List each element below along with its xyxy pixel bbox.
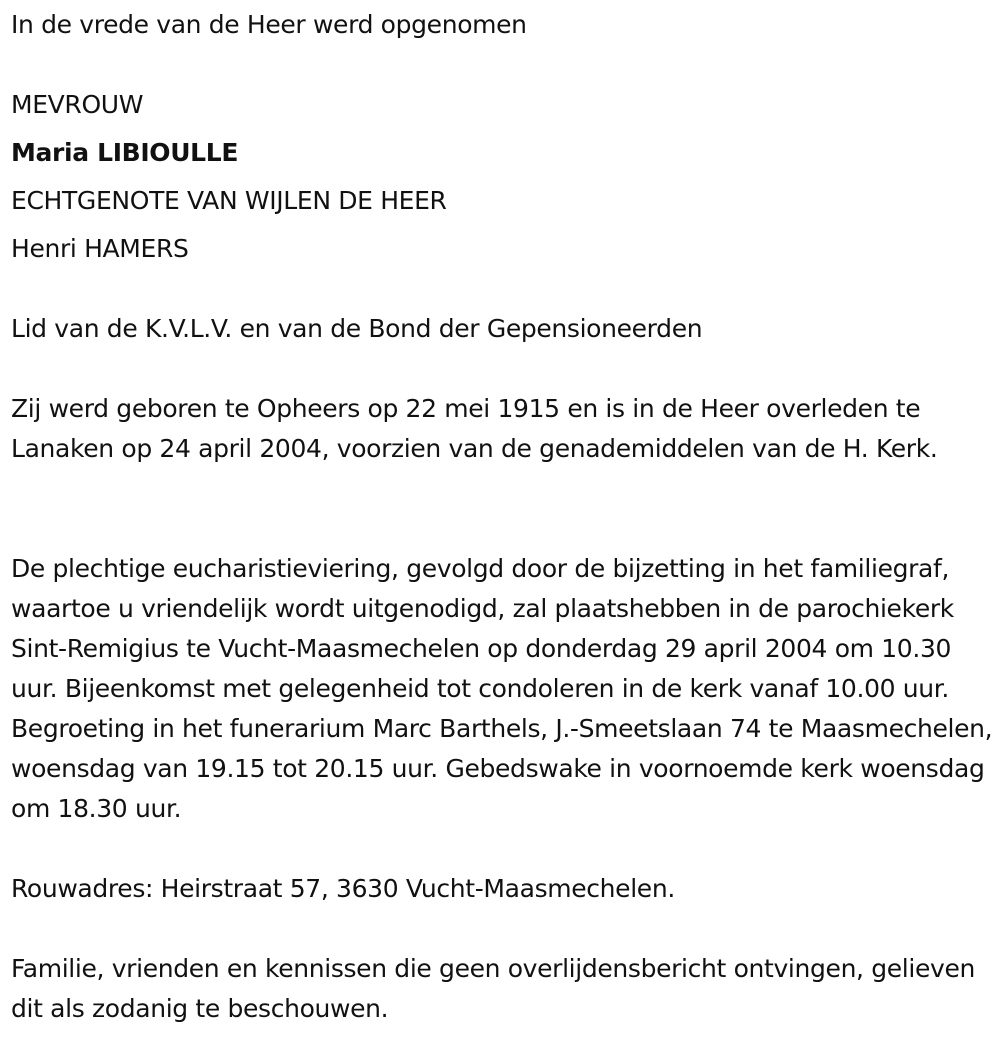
ceremony-paragraph: De plechtige eucharistieviering, gevolgd door de bijzetting in het familiegraf, waartoe u vriendelijk wordt uitgenodigd, zal plaatshebben in de parochiekerk Sint-Remigius te Vucht-Maasmechelen op donderdag 29 april 2004 om 10.30 uur. Bijeenkomst met gelegenheid tot condoleren in de kerk vanaf 10.00 uur. Begroeting in het funerarium Marc Barthels, J.-Smeetslaan 74 te Maasmechelen, woensdag van 19.15 tot 20.15 uur. Gebedswake in voornoemde kerk woensdag om 18.30 uur. [11, 554, 993, 823]
intro-text: In de vrede van de Heer werd opgenomen [11, 10, 527, 39]
relation-text: ECHTGENOTE VAN WIJLEN DE HEER [11, 186, 447, 215]
membership-text: Lid van de K.V.L.V. en van de Bond der Gepensioneerden [11, 314, 703, 343]
mourning-address: Rouwadres: Heirstraat 57, 3630 Vucht-Maasmechelen. [11, 874, 675, 903]
birth-death-paragraph: Zij werd geboren te Opheers op 22 mei 1915 en is in de Heer overleden te Lanaken op 24 april 2004, voorzien van de genademiddelen van de H. Kerk. [11, 394, 938, 463]
closing-paragraph: Familie, vrienden en kennissen die geen overlijdensbericht ontvingen, gelieven dit als zodanig te beschouwen. [11, 954, 975, 1023]
honorific: MEVROUW [11, 90, 144, 119]
deceased-name: Maria LIBIOULLE [11, 138, 239, 167]
spouse-name: Henri HAMERS [11, 234, 189, 263]
